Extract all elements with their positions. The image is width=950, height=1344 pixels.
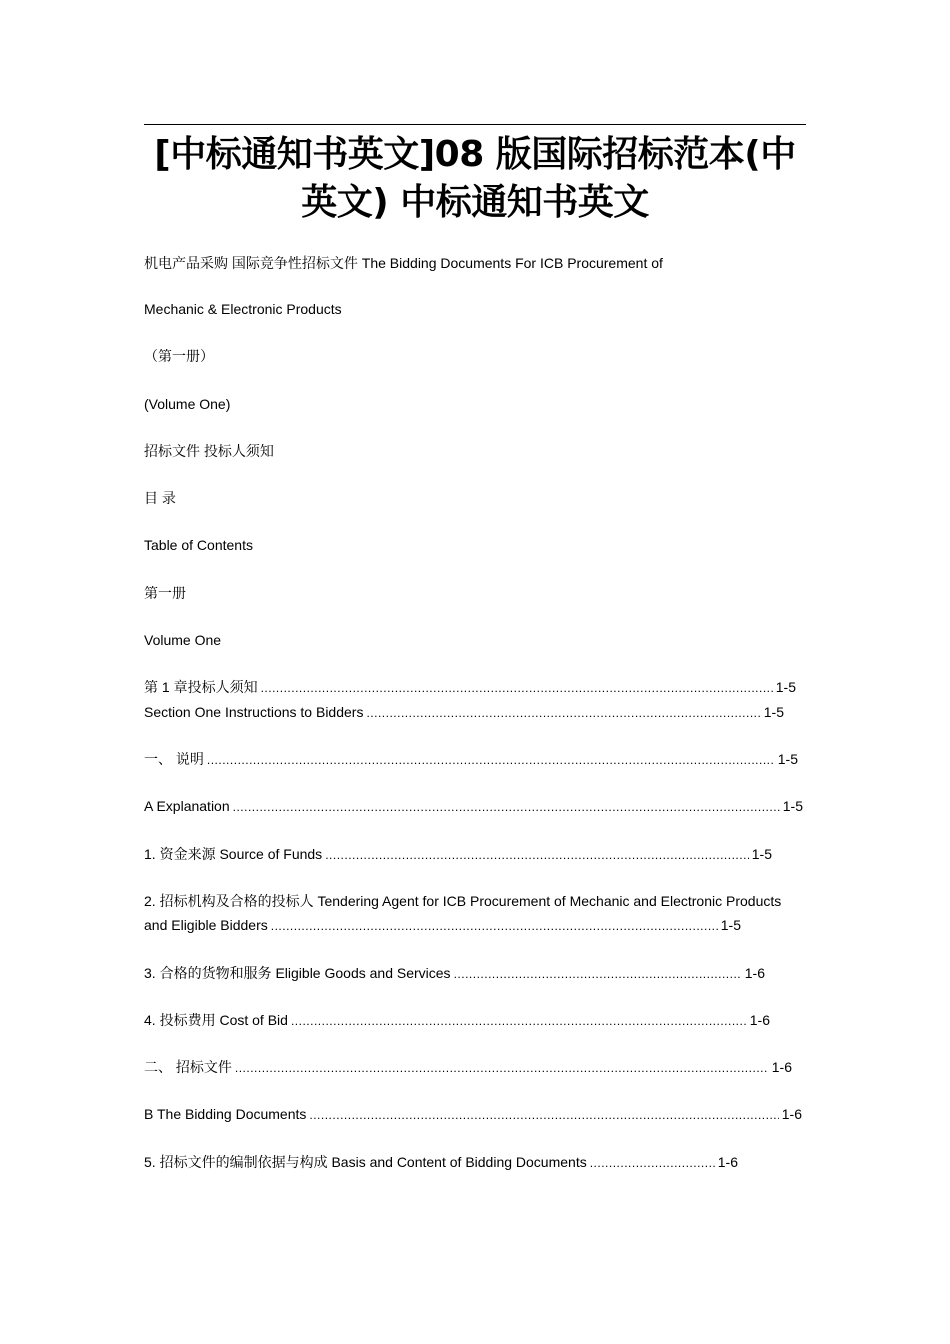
title-rule xyxy=(144,124,806,125)
toc-entry[interactable] xyxy=(144,703,784,722)
toc-entry-page: 1-6 xyxy=(717,1154,738,1170)
page-title: [中标通知书英文]08 版国际招标范本(中英文) 中标通知书英文 xyxy=(154,134,796,223)
intro-line-1: 机电产品采购 国际竞争性招标文件 The Bidding Documents For ICB Procurement of xyxy=(144,255,663,271)
toc-entry-page: 1-6 xyxy=(771,1059,792,1075)
intro-line-2: Mechanic & Electronic Products xyxy=(144,301,342,317)
toc-leader xyxy=(271,917,718,935)
toc-entry-label: and Eligible Bidders xyxy=(144,917,268,933)
toc-entry-page: 1-6 xyxy=(744,965,765,981)
toc-entry-page: 1-6 xyxy=(749,1012,770,1028)
toc-entry-label: Section One Instructions to Bidders xyxy=(144,704,364,720)
toc-entry[interactable] xyxy=(144,1011,770,1030)
toc-entry-page: 1-5 xyxy=(751,846,772,862)
toc-leader xyxy=(235,1059,769,1077)
toc-entry[interactable] xyxy=(144,845,772,864)
toc-leader xyxy=(207,751,775,769)
toc-entry-page: 1-5 xyxy=(777,751,798,767)
contents-heading-cn: 目 录 xyxy=(144,490,176,506)
toc-leader xyxy=(590,1154,715,1172)
toc-leader xyxy=(309,1106,778,1124)
contents-heading-en: Table of Contents xyxy=(144,537,253,553)
volume-one-cn: 第一册 xyxy=(144,585,186,601)
volume-label-cn: （第一册） xyxy=(144,348,214,364)
toc-entry[interactable] xyxy=(144,797,803,816)
toc-entry-page: 1-6 xyxy=(781,1106,802,1122)
toc-entry[interactable] xyxy=(144,964,765,983)
toc-entry-label: 一、 说明 xyxy=(144,751,204,767)
toc-entry-label: 3. 合格的货物和服务 Eligible Goods and Services xyxy=(144,965,451,981)
toc-entry-label: 5. 招标文件的编制依据与构成 Basis and Content of Bidding Documents xyxy=(144,1154,587,1170)
toc-leader xyxy=(233,798,780,816)
toc-entry-label: B The Bidding Documents xyxy=(144,1106,307,1122)
toc-entry-page: 1-5 xyxy=(720,917,741,933)
toc-entry-page: 1-5 xyxy=(763,704,784,720)
toc-leader xyxy=(291,1012,747,1030)
toc-entry[interactable] xyxy=(144,916,741,935)
section-heading-cn: 招标文件 投标人须知 xyxy=(144,443,274,459)
toc-entry[interactable] xyxy=(144,1105,802,1124)
toc-entry-label: 第 1 章投标人须知 xyxy=(144,679,258,695)
toc-leader xyxy=(261,679,773,697)
toc-entry-label: A Explanation xyxy=(144,798,230,814)
toc-leader xyxy=(454,965,742,983)
volume-label-en: (Volume One) xyxy=(144,396,231,412)
toc-entry-label-line1: 2. 招标机构及合格的投标人 Tendering Agent for ICB Procurement of Mechanic and Electronic Products xyxy=(144,893,782,909)
toc-leader xyxy=(366,704,760,722)
toc-leader xyxy=(325,846,749,864)
toc-entry[interactable] xyxy=(144,750,798,769)
toc-entry[interactable] xyxy=(144,678,796,697)
toc-entry-label: 1. 资金来源 Source of Funds xyxy=(144,846,323,862)
toc-entry[interactable] xyxy=(144,1153,738,1172)
toc-entry[interactable] xyxy=(144,1058,792,1077)
toc-entry-page: 1-5 xyxy=(782,798,803,814)
volume-one-en: Volume One xyxy=(144,632,222,648)
toc-entry-label: 二、 招标文件 xyxy=(144,1059,232,1075)
toc-entry-page: 1-5 xyxy=(775,679,796,695)
toc-entry-label: 4. 投标费用 Cost of Bid xyxy=(144,1012,288,1028)
